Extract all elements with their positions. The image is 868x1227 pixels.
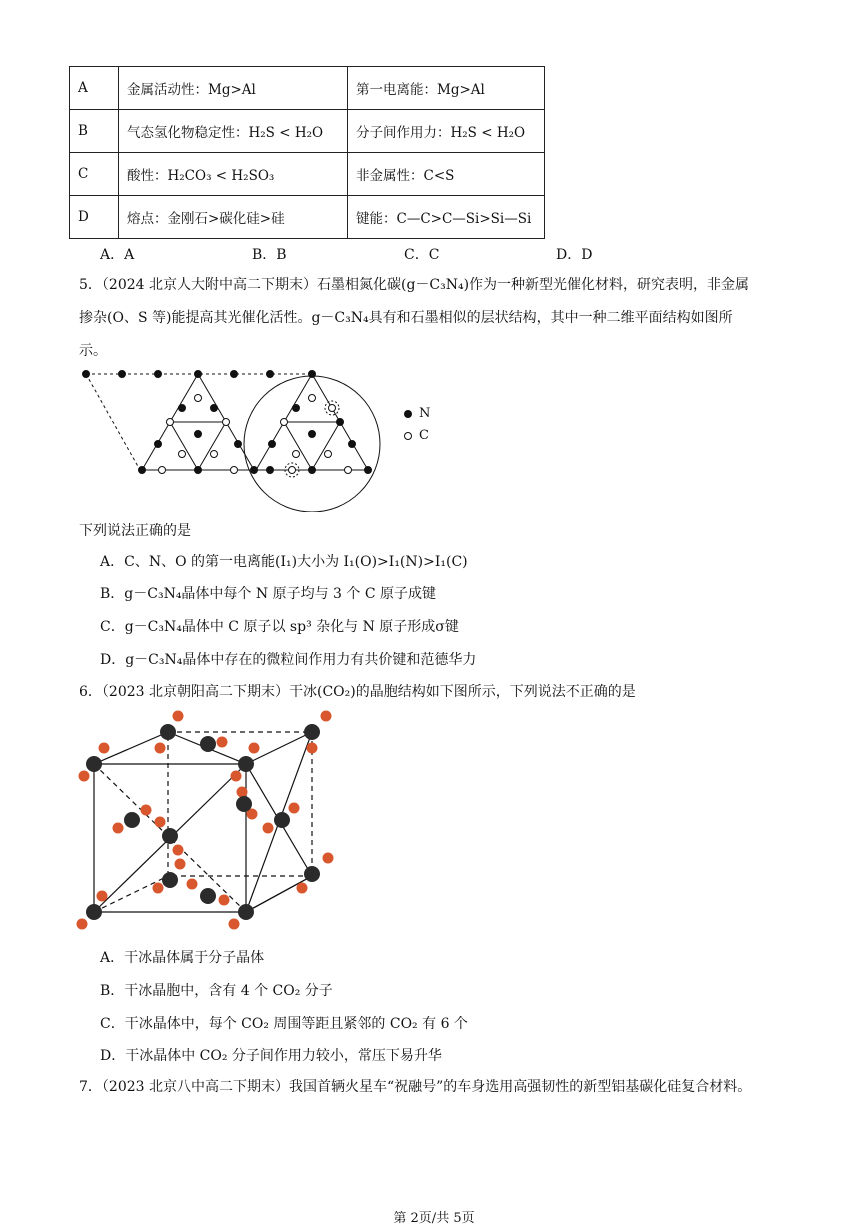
q5-line3: 示。: [79, 343, 107, 359]
choice-a[interactable]: A．A: [100, 247, 135, 263]
choice-c[interactable]: C．C: [404, 247, 440, 263]
dry-ice-unit-cell-diagram: [76, 708, 346, 938]
row-key: D: [70, 196, 119, 239]
legend-c: C: [419, 428, 429, 443]
row-key: B: [70, 110, 119, 153]
q6-option-c[interactable]: C．干冰晶体中，每个 CO₂ 周围等距且紧邻的 CO₂ 有 6 个: [100, 1016, 468, 1032]
row-left: 熔点：金刚石>碳化硅>硅: [119, 196, 348, 239]
q5-option-c[interactable]: C．g－C₃N₄晶体中 C 原子以 sp³ 杂化与 N 原子形成σ键: [100, 619, 459, 635]
page-footer: 第 2页/共 5页: [393, 1211, 475, 1226]
q5-stem: 下列说法正确的是: [79, 523, 191, 539]
row-right: 分子间作用力：H₂S < H₂O: [348, 110, 545, 153]
q6-option-a[interactable]: A．干冰晶体属于分子晶体: [100, 950, 265, 966]
row-right: 非金属性：C<S: [348, 153, 545, 196]
q6-line1: 6．（2023 北京朝阳高二下期末）干冰(CO₂)的晶胞结构如下图所示，下列说法不正确的是: [79, 684, 636, 700]
comparison-table: [69, 66, 545, 239]
row-key: A: [70, 67, 119, 110]
q5-option-a[interactable]: A．C、N、O 的第一电离能(I₁)大小为 I₁(O)>I₁(N)>I₁(C): [100, 554, 468, 570]
table-row: [70, 196, 545, 239]
choice-d[interactable]: D．D: [556, 247, 593, 263]
choice-b[interactable]: B．B: [252, 247, 287, 263]
row-left: 酸性：H₂CO₃ < H₂SO₃: [119, 153, 348, 196]
q5-line1: 5．（2024 北京人大附中高二下期末）石墨相氮化碳(g－C₃N₄)作为一种新型光催化材料，研究表明，非金属: [79, 277, 750, 293]
q6-option-b[interactable]: B．干冰晶胞中，含有 4 个 CO₂ 分子: [100, 983, 333, 999]
table-row: [70, 110, 545, 153]
legend-n: N: [419, 406, 431, 421]
q5-line2: 掺杂(O、S 等)能提高其光催化活性。g－C₃N₄具有和石墨相似的层状结构，其中一种二维平面结构如图所: [79, 310, 733, 326]
q5-option-d[interactable]: D．g－C₃N₄晶体中存在的微粒间作用力有共价键和范德华力: [100, 652, 477, 668]
q4-choices: [100, 244, 708, 264]
g-c3n4-structure-diagram: [70, 362, 450, 512]
row-right: 第一电离能：Mg>Al: [348, 67, 545, 110]
q5-option-b[interactable]: B．g－C₃N₄晶体中每个 N 原子均与 3 个 C 原子成键: [100, 586, 437, 602]
row-left: 金属活动性：Mg>Al: [119, 67, 348, 110]
table-row: [70, 67, 545, 110]
row-left: 气态氢化物稳定性：H₂S < H₂O: [119, 110, 348, 153]
q7-line1: 7．（2023 北京八中高二下期末）我国首辆火星车“祝融号”的车身选用高强韧性的新型铝基碳化硅复合材料。: [79, 1079, 752, 1095]
row-right: 键能：C—C>C—Si>Si—Si: [348, 196, 545, 239]
q6-option-d[interactable]: D．干冰晶体中 CO₂ 分子间作用力较小，常压下易升华: [100, 1048, 442, 1064]
row-key: C: [70, 153, 119, 196]
table-row: [70, 153, 545, 196]
